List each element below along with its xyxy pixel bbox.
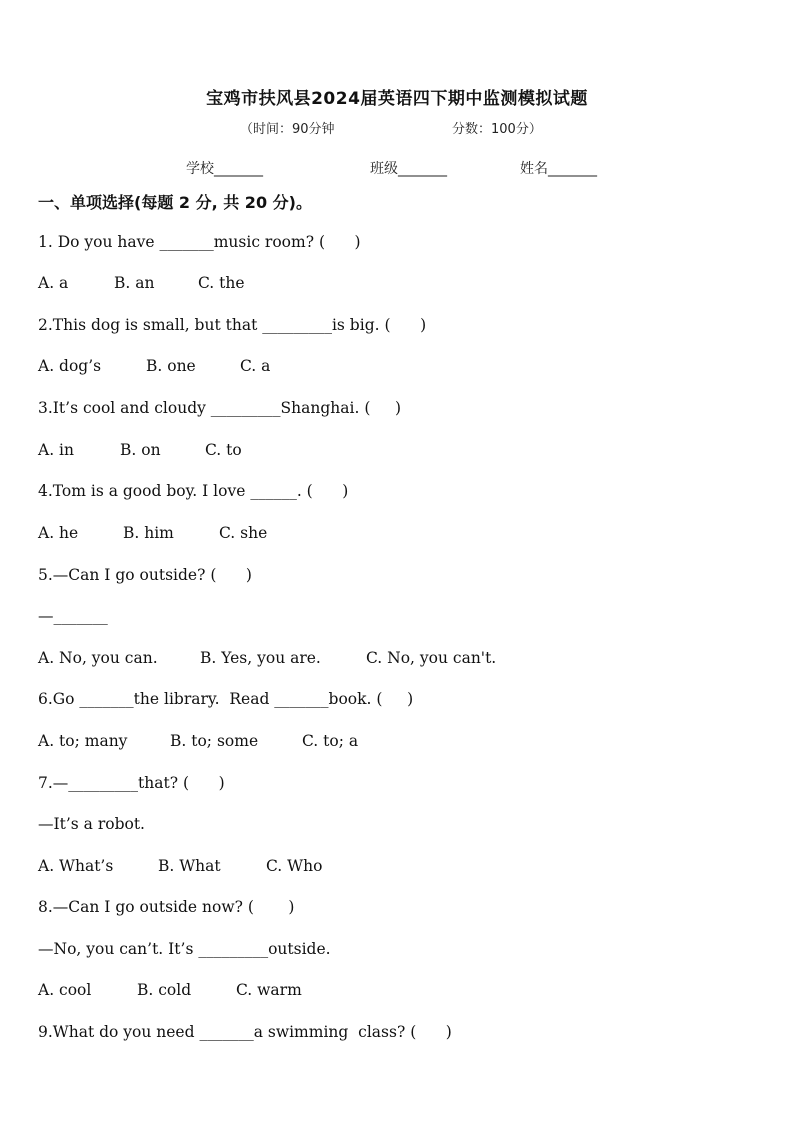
question-6-stem: 6.Go _______the library. Read _______book. ( ) [38,690,414,708]
exam-time: （时间：90分钟 [240,122,335,137]
question-4-option-c: C. she [219,524,268,542]
question-7-option-c: C. Who [266,857,323,875]
exam-score: 分数：100分） [452,122,542,137]
question-5-answer-line: —_______ [38,607,108,625]
question-6-option-a: A. to; many [38,732,128,750]
question-4-option-b: B. him [123,524,174,542]
question-5-option-a: A. No, you can. [38,649,158,667]
question-4-option-a: A. he [38,524,79,542]
question-2-option-c: C. a [240,357,271,375]
question-8-option-b: B. cold [137,981,192,999]
class-field: 班级_______ [370,161,447,177]
question-3-option-b: B. on [120,441,161,459]
question-1-stem: 1. Do you have _______music room? ( ) [38,233,361,251]
question-7-option-b: B. What [158,857,221,875]
question-7-stem: 7.—_________that? ( ) [38,774,225,792]
question-4-stem: 4.Tom is a good boy. I love ______. ( ) [38,482,349,500]
section-title: 一、单项选择(每题 2 分, 共 20 分)。 [38,193,312,212]
question-5-option-b: B. Yes, you are. [200,649,321,667]
question-7-option-a: A. What’s [38,857,114,875]
question-1-option-b: B. an [114,274,155,292]
question-8-answer-line: —No, you can’t. It’s _________outside. [38,940,331,958]
question-2-stem: 2.This dog is small, but that _________is big. ( ) [38,316,427,334]
school-field: 学校_______ [186,161,263,177]
question-3-stem: 3.It’s cool and cloudy _________Shanghai. ( ) [38,399,402,417]
question-6-option-b: B. to; some [170,732,259,750]
question-1-option-a: A. a [38,274,69,292]
question-3-option-a: A. in [38,441,74,459]
name-field: 姓名_______ [520,161,597,177]
question-9-stem: 9.What do you need _______a swimming class? ( ) [38,1023,452,1041]
question-3-option-c: C. to [205,441,242,459]
question-8-option-c: C. warm [236,981,302,999]
question-7-answer-line: —It’s a robot. [38,815,145,833]
question-5-option-c: C. No, you can't. [366,649,497,667]
question-2-option-a: A. dog’s [38,357,102,375]
question-6-option-c: C. to; a [302,732,359,750]
question-8-option-a: A. cool [38,981,92,999]
question-8-stem: 8.—Can I go outside now? ( ) [38,898,295,916]
exam-title: 宝鸡市扶风县2024届英语四下期中监测模拟试题 [206,89,588,109]
question-2-option-b: B. one [146,357,196,375]
question-1-option-c: C. the [198,274,245,292]
question-5-stem: 5.—Can I go outside? ( ) [38,566,252,584]
